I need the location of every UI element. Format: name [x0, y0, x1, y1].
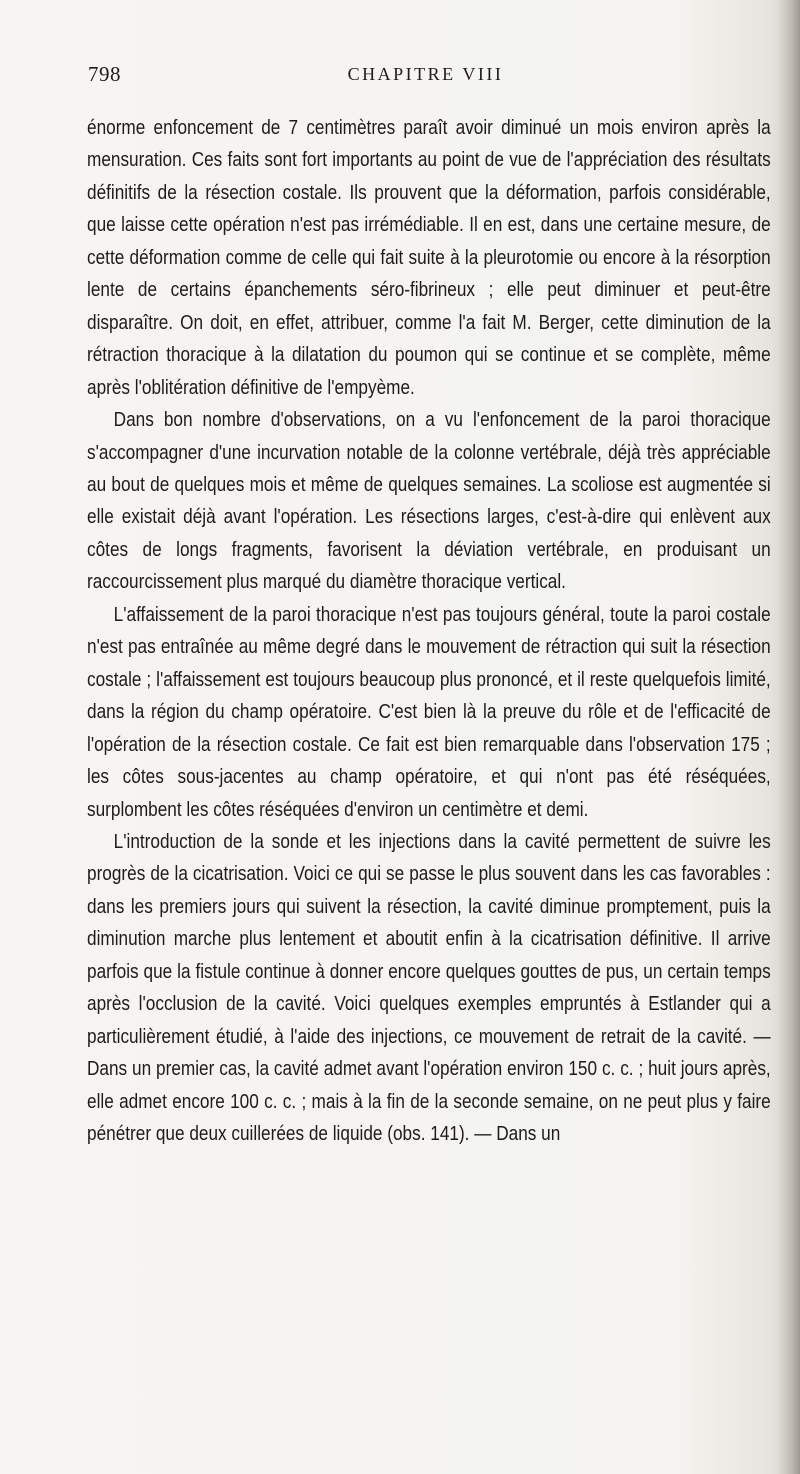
body-text: [87, 112, 771, 1151]
paragraph: Dans bon nombre d'observations, on a vu l'enfoncement de la paroi thoracique s'accompagner d'une incurvation notable de la colonne vertébrale, déjà très appréciable au bout de quelques mois et même de quelques semaines. La scoliose est augmentée si elle existait déjà avant l'opération. Les résections larges, c'est-à-dire qui enlèvent aux côtes de longs fragments, favorisent la déviation vertébrale, en produisant un raccourcissement plus marqué du diamètre thoracique vertical.: [87, 409, 771, 594]
running-head: CHAPITRE VIII: [347, 64, 504, 84]
page-edge-shadow: [778, 0, 800, 1474]
page-number: 798: [88, 62, 121, 86]
paragraph: L'affaissement de la paroi thoracique n'est pas toujours général, toute la paroi costale n'est pas entraînée au même degré dans le mouvement de rétraction qui suit la résection costale ; l'affaissement est toujours beaucoup plus prononcé, et il reste quelquefois limité, dans la région du champ opératoire. C'est bien là la preuve du rôle et de l'efficacité de l'opération de la résection costale. Ce fait est bien remarquable dans l'observation 175 ; les côtes sous-jacentes au champ opératoire, et qui n'ont pas été réséquées, surplombent les côtes réséquées d'environ un centimètre et demi.: [87, 603, 771, 821]
page-header: [88, 62, 743, 92]
paragraph: L'introduction de la sonde et les injections dans la cavité permettent de suivre les progrès de la cicatrisation. Voici ce qui se passe le plus souvent dans les cas favorables : dans les premiers jours qui suivent la résection, la cavité diminue promptement, puis la diminution marche plus lentement et aboutit enfin à la cicatrisation définitive. Il arrive parfois que la fistule continue à donner encore quelques gouttes de pus, un certain temps après l'occlusion de la cavité. Voici quelques exemples empruntés à Estlander qui a particulièrement étudié, à l'aide des injections, ce mouvement de retrait de la cavité. — Dans un premier cas, la cavité admet avant l'opération environ 150 c. c. ; huit jours après, elle admet encore 100 c. c. ; mais à la fin de la seconde semaine, on ne peut plus y faire pénétrer que deux cuillerées de liquide (obs. 141). — Dans un: [87, 830, 771, 1146]
paragraph: énorme enfoncement de 7 centimètres paraît avoir diminué un mois environ après la mensuration. Ces faits sont fort importants au point de vue de l'appréciation des résultats définitifs de la résection costale. Ils prouvent que la déformation, parfois considérable, que laisse cette opération n'est pas irrémédiable. Il en est, dans une certaine mesure, de cette déformation comme de celle qui fait suite à la pleurotomie ou encore à la résorption lente de certains épanchements séro-fibrineux ; elle peut diminuer et peut-être disparaître. On doit, en effet, attribuer, comme l'a fait M. Berger, cette diminution de la rétraction thoracique à la dilatation du poumon qui se continue et se complète, même après l'oblitération définitive de l'empyème.: [87, 117, 771, 399]
